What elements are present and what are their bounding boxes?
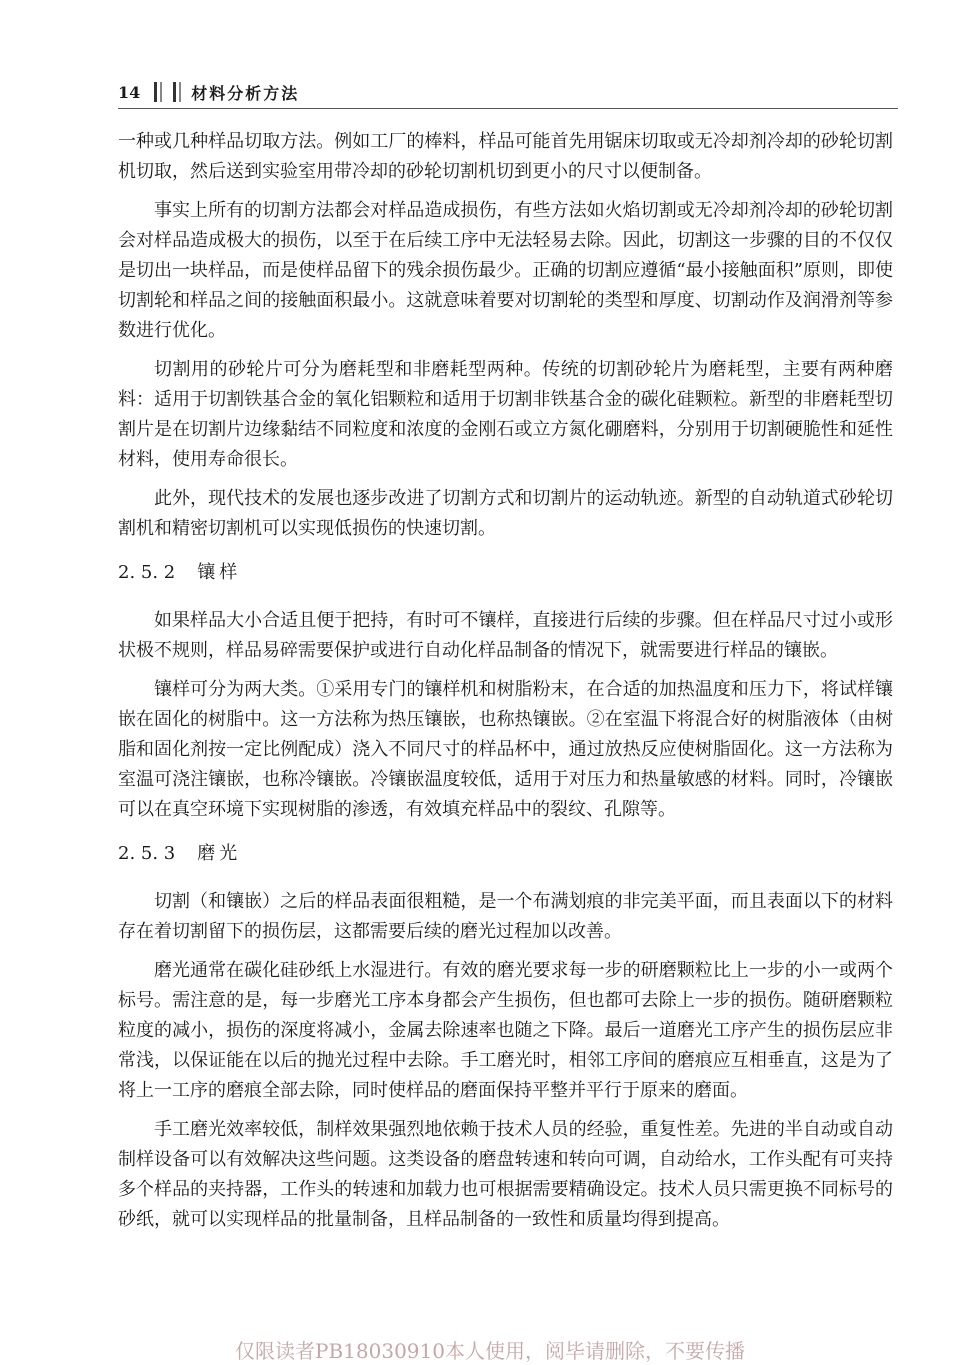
section-heading-2-5-2 — [118, 558, 893, 588]
paragraph: 磨光通常在碳化硅砂纸上水湿进行。有效的磨光要求每一步的研磨颗粒比上一步的小一或两个标号。需注意的是，每一步磨光工序本身都会产生损伤，但也都可去除上一步的损伤。随研磨颗粒粒度的减小，损伤的深度将减小，金属去除速率也随之下降。最后一道磨光工序产生的损伤层应非常浅，以保证能在以后的抛光过程中去除。手工磨光时，相邻工序间的磨痕应互相垂直，这是为了将上一工序的磨痕全部去除，同时使样品的磨面保持平整并平行于原来的磨面。 — [118, 960, 893, 1101]
section-heading-2-5-3 — [118, 839, 893, 869]
paragraph: 如果样品大小合适且便于把持，有时可不镶样，直接进行后续的步骤。但在样品尺寸过小或形状极不规则，样品易碎需要保护或进行自动化样品制备的情况下，就需要进行样品的镶嵌。 — [118, 610, 893, 661]
page-number: 14 — [118, 82, 141, 102]
book-title: 材料分析方法 — [191, 83, 300, 103]
header-rule — [118, 108, 898, 109]
paragraph: 切割用的砂轮片可分为磨耗型和非磨耗型两种。传统的切割砂轮片为磨耗型，主要有两种磨料：适用于切割铁基合金的氧化铝颗粒和适用于切割非铁基合金的碳化硅颗粒。新型的非磨耗型切割片是在切割片边缘黏结不同粒度和浓度的金刚石或立方氮化硼磨料，分别用于切割硬脆性和延性材料，使用寿命很长。 — [118, 359, 893, 470]
paragraph: 镶样可分为两大类。①采用专门的镶样机和树脂粉末，在合适的加热温度和压力下，将试样镶嵌在固化的树脂中。这一方法称为热压镶嵌，也称热镶嵌。②在室温下将混合好的树脂液体（由树脂和固化剂按一定比例配成）浇入不同尺寸的样品杯中，通过放热反应使树脂固化。这一方法称为室温可浇注镶嵌，也称冷镶嵌。冷镶嵌温度较低，适用于对压力和热量敏感的材料。同时，冷镶嵌可以在真空环境下实现树脂的渗透，有效填充样品中的裂纹、孔隙等。 — [118, 679, 893, 820]
page-header — [118, 78, 898, 106]
header-ornament — [154, 82, 181, 102]
watermark-text: 仅限读者PB18030910本人使用，阅毕请删除，不要传播 — [235, 1339, 745, 1363]
section-number: 2. 5. 2 — [118, 562, 176, 583]
paragraph: 手工磨光效率较低，制样效果强烈地依赖于技术人员的经验，重复性差。先进的半自动或自动制样设备可以有效解决这些问题。这类设备的磨盘转速和转向可调，自动给水，工作头配有可夹持多个样品的夹持器，工作头的转速和加载力也可根据需要精确设定。技术人员只需更换不同标号的砂纸，就可以实现样品的批量制备，且样品制备的一致性和质量均得到提高。 — [118, 1119, 893, 1230]
page-body — [118, 127, 893, 1244]
paragraph: 此外，现代技术的发展也逐步改进了切割方式和切割片的运动轨迹。新型的自动轨道式砂轮切割机和精密切割机可以实现低损伤的快速切割。 — [118, 488, 893, 539]
section-title: 磨光 — [197, 843, 242, 864]
section-title: 镶样 — [197, 562, 242, 583]
section-number: 2. 5. 3 — [118, 843, 176, 864]
paragraph: 切割（和镶嵌）之后的样品表面很粗糙，是一个布满划痕的非完美平面，而且表面以下的材料存在着切割留下的损伤层，这都需要后续的磨光过程加以改善。 — [118, 891, 893, 942]
paragraph: 事实上所有的切割方法都会对样品造成损伤，有些方法如火焰切割或无冷却剂冷却的砂轮切割会对样品造成极大的损伤，以至于在后续工序中无法轻易去除。因此，切割这一步骤的目的不仅仅是切出一块样品，而是使样品留下的残余损伤最少。正确的切割应遵循“最小接触面积”原则，即使切割轮和样品之间的接触面积最小。这就意味着要对切割轮的类型和厚度、切割动作及润滑剂等参数进行优化。 — [118, 200, 893, 341]
paragraph: 一种或几种样品切取方法。例如工厂的棒料，样品可能首先用锯床切取或无冷却剂冷却的砂轮切割机切取，然后送到实验室用带冷却的砂轮切割机切到更小的尺寸以便制备。 — [118, 131, 893, 182]
